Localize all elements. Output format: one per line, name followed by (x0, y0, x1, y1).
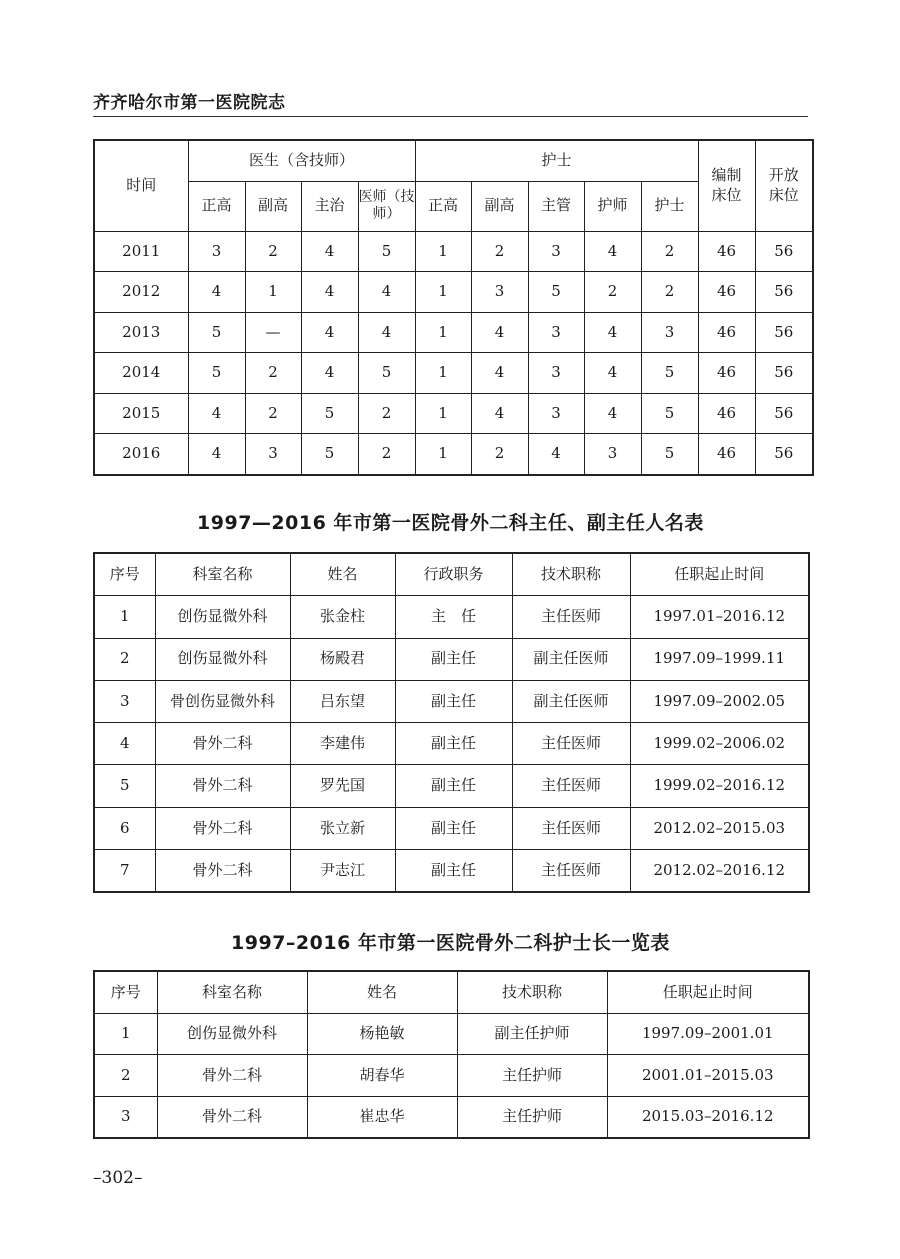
table-cell: 1997.09–2002.05 (630, 680, 809, 722)
table-cell: 56 (755, 434, 813, 475)
table-cell: — (245, 312, 301, 353)
column-header: 任职起止时间 (630, 553, 809, 596)
table-cell: 56 (755, 231, 813, 272)
staff-header-time: 时间 (94, 140, 188, 231)
table-cell: 56 (755, 312, 813, 353)
staff-subheader-doctor-2: 主治 (301, 181, 358, 231)
table-row (94, 638, 809, 680)
table-cell: 主任医师 (512, 723, 630, 765)
nurses-table-title: 1997–2016 年市第一医院骨外二科护士长一览表 (231, 932, 670, 954)
table-cell: 创伤显微外科 (157, 1013, 307, 1055)
directors-table (93, 552, 810, 893)
staff-subheader-nurse-4: 护士 (641, 181, 698, 231)
table-cell: 主任护师 (457, 1055, 607, 1097)
table-cell: 1 (245, 272, 301, 313)
table-cell: 4 (471, 312, 528, 353)
table-cell: 2 (245, 353, 301, 394)
table-cell: 创伤显微外科 (155, 596, 290, 638)
table-cell: 副主任 (395, 765, 512, 807)
table-cell: 4 (584, 393, 641, 434)
table-cell: 崔忠华 (307, 1096, 457, 1138)
header-row (94, 971, 809, 1013)
table-cell: 4 (471, 353, 528, 394)
staff-subheader-doctor-3: 医师（技师） (358, 181, 415, 231)
column-header: 姓名 (307, 971, 457, 1013)
table-cell: 2012 (94, 272, 188, 313)
header-row (94, 553, 809, 596)
table-cell: 3 (471, 272, 528, 313)
table-row (94, 765, 809, 807)
table-cell: 2 (358, 393, 415, 434)
table-cell: 骨外二科 (155, 723, 290, 765)
table-cell: 3 (94, 1096, 157, 1138)
table-cell: 1 (94, 1013, 157, 1055)
page-number: –302– (93, 1168, 143, 1188)
table-cell: 1 (415, 434, 471, 475)
table-cell: 5 (94, 765, 155, 807)
table-row (94, 312, 813, 353)
table-cell: 尹志江 (290, 850, 395, 893)
table-row (94, 680, 809, 722)
table-cell: 2016 (94, 434, 188, 475)
table-row (94, 393, 813, 434)
table-cell: 5 (301, 434, 358, 475)
table-cell: 4 (301, 312, 358, 353)
table-row (94, 1096, 809, 1138)
table-cell: 3 (528, 312, 584, 353)
table-row (94, 231, 813, 272)
table-cell: 4 (94, 723, 155, 765)
table-cell: 骨创伤显微外科 (155, 680, 290, 722)
table-cell: 3 (94, 680, 155, 722)
staff-table (93, 139, 814, 476)
staff-subheader-nurse-0: 正高 (415, 181, 471, 231)
table-cell: 5 (188, 353, 245, 394)
table-cell: 2011 (94, 231, 188, 272)
table-row (94, 272, 813, 313)
table-cell: 2014 (94, 353, 188, 394)
table-cell: 4 (301, 353, 358, 394)
table-cell: 3 (641, 312, 698, 353)
table-cell: 56 (755, 393, 813, 434)
table-cell: 2 (94, 1055, 157, 1097)
staff-subheader-nurse-1: 副高 (471, 181, 528, 231)
table-cell: 1997.09–1999.11 (630, 638, 809, 680)
table-cell: 1 (415, 231, 471, 272)
table-cell: 主任医师 (512, 765, 630, 807)
table-cell: 4 (301, 231, 358, 272)
table-cell: 杨殿君 (290, 638, 395, 680)
column-header: 科室名称 (155, 553, 290, 596)
table-cell: 1 (415, 312, 471, 353)
table-cell: 46 (698, 231, 755, 272)
column-header: 行政职务 (395, 553, 512, 596)
table-cell: 2 (245, 393, 301, 434)
staff-header-beds-open: 开放床位 (755, 140, 813, 231)
table-cell: 46 (698, 312, 755, 353)
table-cell: 副主任 (395, 807, 512, 849)
table-cell: 4 (471, 393, 528, 434)
table-cell: 5 (528, 272, 584, 313)
table-cell: 4 (301, 272, 358, 313)
table-cell: 2012.02–2015.03 (630, 807, 809, 849)
table-cell: 1 (415, 393, 471, 434)
table-cell: 副主任医师 (512, 680, 630, 722)
table-cell: 2 (94, 638, 155, 680)
table-cell: 1999.02–2016.12 (630, 765, 809, 807)
table-cell: 2 (584, 272, 641, 313)
table-cell: 4 (188, 434, 245, 475)
table-cell: 2013 (94, 312, 188, 353)
table-cell: 3 (188, 231, 245, 272)
table-cell: 李建伟 (290, 723, 395, 765)
column-header: 技术职称 (457, 971, 607, 1013)
table-cell: 4 (584, 353, 641, 394)
staff-subheader-nurse-2: 主管 (528, 181, 584, 231)
table-cell: 1997.09–2001.01 (607, 1013, 809, 1055)
table-cell: 主任医师 (512, 850, 630, 893)
table-cell: 杨艳敏 (307, 1013, 457, 1055)
table-cell: 副主任 (395, 850, 512, 893)
table-cell: 骨外二科 (155, 807, 290, 849)
column-header: 任职起止时间 (607, 971, 809, 1013)
table-cell: 3 (584, 434, 641, 475)
staff-subheader-doctor-0: 正高 (188, 181, 245, 231)
table-cell: 5 (188, 312, 245, 353)
table-cell: 副主任 (395, 638, 512, 680)
table-cell: 4 (584, 231, 641, 272)
table-cell: 7 (94, 850, 155, 893)
table-cell: 胡春华 (307, 1055, 457, 1097)
column-header: 序号 (94, 553, 155, 596)
table-cell: 骨外二科 (157, 1055, 307, 1097)
table-cell: 2015 (94, 393, 188, 434)
table-cell: 2 (471, 231, 528, 272)
table-cell: 5 (641, 353, 698, 394)
table-cell: 主任医师 (512, 596, 630, 638)
nurses-table (93, 970, 810, 1139)
table-cell: 4 (188, 272, 245, 313)
table-cell: 2 (358, 434, 415, 475)
table-cell: 4 (584, 312, 641, 353)
directors-table-title: 1997—2016 年市第一医院骨外二科主任、副主任人名表 (197, 512, 704, 534)
table-cell: 1999.02–2006.02 (630, 723, 809, 765)
table-cell: 56 (755, 353, 813, 394)
table-cell: 骨外二科 (155, 765, 290, 807)
table-cell: 4 (528, 434, 584, 475)
table-cell: 2015.03–2016.12 (607, 1096, 809, 1138)
table-cell: 46 (698, 272, 755, 313)
table-row (94, 723, 809, 765)
table-cell: 张立新 (290, 807, 395, 849)
table-cell: 2001.01–2015.03 (607, 1055, 809, 1097)
header-rule (93, 116, 808, 117)
table-cell: 3 (528, 393, 584, 434)
table-cell: 1 (415, 272, 471, 313)
table-cell: 副主任 (395, 680, 512, 722)
staff-header-doctor-group: 医生（含技师） (188, 140, 415, 181)
table-cell: 5 (641, 393, 698, 434)
running-header: 齐齐哈尔市第一医院院志 (93, 93, 286, 113)
column-header: 序号 (94, 971, 157, 1013)
table-row (94, 1055, 809, 1097)
table-cell: 5 (301, 393, 358, 434)
table-cell: 张金柱 (290, 596, 395, 638)
table-cell: 副主任医师 (512, 638, 630, 680)
table-cell: 2 (641, 272, 698, 313)
table-cell: 副主任护师 (457, 1013, 607, 1055)
table-cell: 2 (471, 434, 528, 475)
table-cell: 主任护师 (457, 1096, 607, 1138)
table-cell: 主任医师 (512, 807, 630, 849)
column-header: 技术职称 (512, 553, 630, 596)
table-cell: 3 (528, 353, 584, 394)
table-cell: 6 (94, 807, 155, 849)
staff-subheader-nurse-3: 护师 (584, 181, 641, 231)
table-cell: 46 (698, 393, 755, 434)
table-cell: 4 (358, 312, 415, 353)
table-row (94, 353, 813, 394)
table-row (94, 434, 813, 475)
table-cell: 5 (358, 231, 415, 272)
table-cell: 4 (188, 393, 245, 434)
column-header: 科室名称 (157, 971, 307, 1013)
table-row (94, 807, 809, 849)
table-cell: 主 任 (395, 596, 512, 638)
table-cell: 1 (415, 353, 471, 394)
table-cell: 3 (245, 434, 301, 475)
table-cell: 吕东望 (290, 680, 395, 722)
table-cell: 2012.02–2016.12 (630, 850, 809, 893)
table-cell: 罗先国 (290, 765, 395, 807)
table-cell: 3 (528, 231, 584, 272)
table-cell: 56 (755, 272, 813, 313)
table-cell: 5 (358, 353, 415, 394)
staff-header-beds-planned: 编制床位 (698, 140, 755, 231)
table-cell: 骨外二科 (155, 850, 290, 893)
table-cell: 1997.01–2016.12 (630, 596, 809, 638)
table-cell: 4 (358, 272, 415, 313)
table-cell: 46 (698, 434, 755, 475)
table-row (94, 1013, 809, 1055)
table-cell: 2 (245, 231, 301, 272)
column-header: 姓名 (290, 553, 395, 596)
staff-header-nurse-group: 护士 (415, 140, 698, 181)
table-cell: 骨外二科 (157, 1096, 307, 1138)
table-cell: 1 (94, 596, 155, 638)
table-cell: 创伤显微外科 (155, 638, 290, 680)
table-cell: 副主任 (395, 723, 512, 765)
staff-subheader-doctor-1: 副高 (245, 181, 301, 231)
table-cell: 5 (641, 434, 698, 475)
table-cell: 2 (641, 231, 698, 272)
table-row (94, 850, 809, 893)
table-row (94, 596, 809, 638)
table-cell: 46 (698, 353, 755, 394)
